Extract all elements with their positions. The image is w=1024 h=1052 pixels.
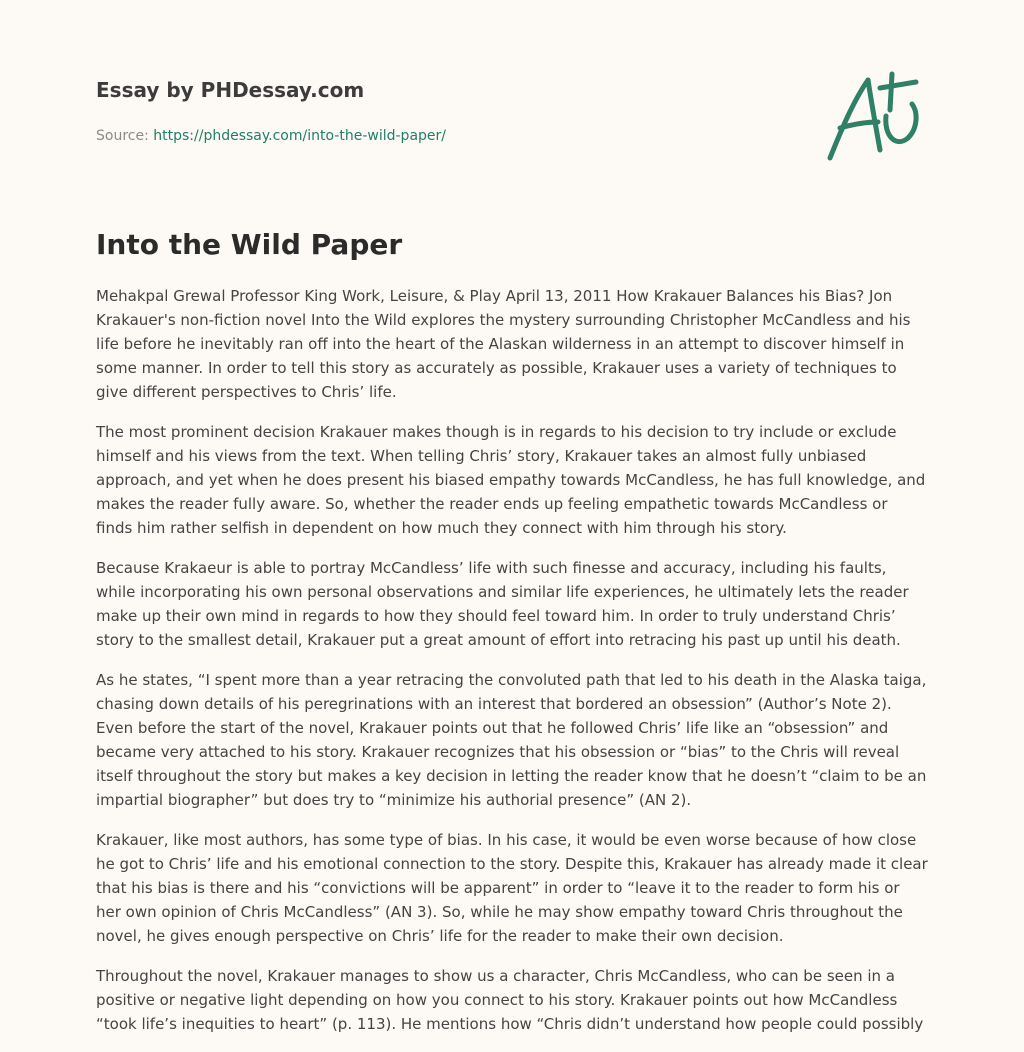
source-line [96, 126, 796, 146]
source-link[interactable]: https://phdessay.com/into-the-wild-paper/ [153, 128, 446, 144]
source-label: Source: [96, 128, 154, 144]
site-brand: Essay by PHDessay.com [96, 78, 365, 102]
paragraph: Throughout the novel, Krakauer manages to show us a character, Chris McCandless, who can be seen in a positive or negative light depending on how you connect to his story. Krakauer points out how McCandless “took life’s inequities to heart” (p. 113). He mentions how “Chris didn’t understand how people could possibly [96, 967, 924, 1033]
paragraph: The most prominent decision Krakauer makes though is in regards to his decision to try include or exclude himself and his views from the text. When telling Chris’ story, Krakauer takes an almost fully unbiased approach, and yet when he does present his biased empathy towards McCandless, he has full knowledge, and makes the reader fully aware. So, whether the reader ends up feeling empathetic towards McCandless or finds him rather selfish in dependent on how much they connect with him through his story. [96, 423, 926, 537]
article-title: Into the Wild Paper [96, 228, 403, 261]
paragraph: Because Krakaeur is able to portray McCandless’ life with such finesse and accuracy, including his faults, while incorporating his own personal observations and similar life experiences, he ultimately lets the reader make up their own mind in regards to how they should feel toward him. In order to truly understand Chris’ story to the smallest detail, Krakauer put a great amount of effort into retracing his past up until his death. [96, 559, 909, 649]
paragraph: As he states, “I spent more than a year retracing the convoluted path that led to his death in the Alaska taiga, chasing down details of his peregrinations with an interest that bordered an obsession” (Author’s Note 2). Even before the start of the novel, Krakauer points out that he followed Chris’ life like an “obsession” and became very attached to his story. Krakauer recognizes that his obsession or “bias” to the Chris will reveal itself throughout the story but makes a key decision in letting the reader know that he doesn’t “claim to be an impartial biographer” but does try to “minimize his authorial presence” (AN 2). [96, 671, 927, 809]
paragraph: Krakauer, like most authors, has some type of bias. In his case, it would be even worse because of how close he got to Chris’ life and his emotional connection to the story. Despite this, Krakauer has already made it clear that his bias is there and his “convictions will be apparent” in order to “leave it to the reader to form his or her own opinion of Chris McCandless” (AN 3). So, while he may show empathy toward Chris throughout the novel, he gives enough perspective on Chris’ life for the reader to make their own decision. [96, 831, 928, 945]
paragraph: Mehakpal Grewal Professor King Work, Leisure, & Play April 13, 2011 How Krakauer Balances his Bias? Jon Krakauer's non-fiction novel Into the Wild explores the mystery surrounding Christopher McCandless and his life before he inevitably ran off into the heart of the Alaskan wilderness in an attempt to discover himself in some manner. In order to tell this story as accurately as possible, Krakauer uses a variety of techniques to give different perspectives to Chris’ life. [96, 287, 911, 401]
a-plus-grade-icon [820, 66, 930, 166]
article-body [96, 284, 928, 1052]
site-header [96, 76, 796, 146]
